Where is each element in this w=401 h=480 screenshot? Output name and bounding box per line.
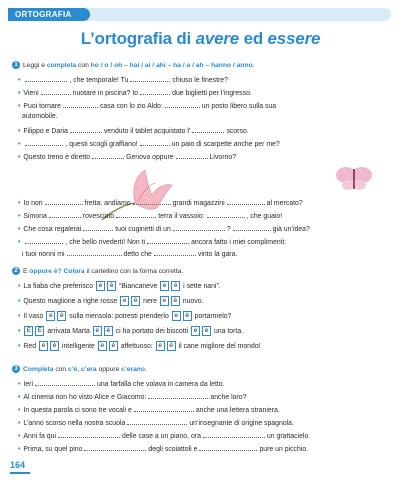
blank[interactable] — [192, 126, 224, 133]
choice-e[interactable]: e — [93, 326, 102, 336]
blank[interactable] — [176, 152, 208, 159]
blank[interactable] — [116, 211, 156, 218]
blank[interactable] — [84, 444, 146, 451]
ex1-line: • Io non fretta: andiamo grandi magazzini al mercato? — [18, 200, 303, 207]
blank[interactable] — [140, 139, 170, 146]
ex3-line: • Prima, su quel pino degli scoiattoli e pure un picchio. — [18, 446, 309, 453]
choice-è[interactable]: è — [57, 311, 66, 321]
exercise-2-instruction: 2 E oppure è? Colora il cartellino con la forma corretta. — [12, 267, 183, 275]
choice-e[interactable]: e — [156, 341, 165, 351]
choice-e[interactable]: e — [96, 281, 105, 291]
exercise-number: 2 — [12, 267, 20, 275]
choice-e[interactable]: e — [98, 341, 107, 351]
ex1-line: • , che temporale! Tu chiuso le finestre? — [18, 77, 228, 84]
ex1-line: • Puoi tornare casa con lo zio Aldo: un posto libero sulla sua — [18, 103, 277, 110]
exercise-number: 3 — [12, 365, 20, 373]
choice-e[interactable]: e — [46, 311, 55, 321]
exercise-1-instruction: 1 Leggi e completa con ho / o / oh – hai / ai / ahi – ha / a / ah – hanno / anno. — [12, 61, 255, 69]
ex2-line: • Il vaso e è sulla mensola: potresti prenderlo e è portarmelo? — [18, 312, 232, 320]
blank[interactable] — [147, 237, 189, 244]
blank[interactable] — [49, 211, 81, 218]
choice-e[interactable]: e — [160, 281, 169, 291]
blank[interactable] — [148, 392, 208, 399]
blank[interactable] — [45, 198, 83, 205]
choice-è[interactable]: è — [183, 311, 192, 321]
blank[interactable] — [41, 88, 71, 95]
blank[interactable] — [227, 198, 265, 205]
ex2-line: • E È arrivata Marta e è ci ha portato dei biscotti e è una torta. — [18, 327, 244, 335]
choice-è[interactable]: è — [171, 281, 180, 291]
page-number: 164 — [10, 460, 26, 470]
section-tab: ORTOGRAFIA — [8, 8, 90, 21]
blank[interactable] — [25, 139, 63, 146]
ex3-line: • Anni fa qui delle case a un piano, ora un grattacielo. — [18, 433, 311, 440]
ex3-line: • Al cinema non ho visto Alice e Giacomo: anche loro? — [18, 394, 247, 401]
ex1-line: • Che cosa regalerai tuoi cuginetti di un ? già un’idea? — [18, 226, 310, 233]
choice-E[interactable]: E — [24, 326, 33, 336]
choice-e[interactable]: e — [172, 311, 181, 321]
choice-è[interactable]: è — [107, 281, 116, 291]
ex3-line: • L’anno scorso nella nostra scuola un’insegnante di origine spagnola. — [18, 420, 294, 427]
choice-è[interactable]: è — [50, 341, 59, 351]
blank[interactable] — [203, 431, 265, 438]
choice-è[interactable]: è — [202, 326, 211, 336]
ex1-line-cont: i tuoi nonni mi detto che vinto la gara. — [22, 251, 238, 258]
ex1-line: • Vieni nuotare in piscina? Io due biglietti per l’ingresso. — [18, 90, 252, 97]
exercise-3-instruction: 3 Completa con c’è, c’era oppure c’erano. — [12, 365, 147, 373]
ex3-line: • In questa parola ci sono tre vocali e anche una lettera straniera. — [18, 407, 280, 414]
blank[interactable] — [130, 75, 170, 82]
blank[interactable] — [25, 75, 67, 82]
ex2-line: • La fiaba che preferisco e è “Biancaneve e è i sette nani”. — [18, 282, 221, 290]
ex1-line: • , che bello rivederti! Non ti ancora fatto i miei complimenti: — [18, 239, 287, 246]
blank[interactable] — [165, 101, 200, 108]
blank[interactable] — [233, 224, 271, 231]
blank[interactable] — [35, 379, 95, 386]
choice-è[interactable]: è — [167, 341, 176, 351]
choice-e[interactable]: e — [191, 326, 200, 336]
ex2-line: • Red e è intelligente e è affettuoso: e è il cane migliore del mondo! — [18, 342, 261, 350]
ex3-line: • Ieri una farfalla che volava in camera da letto. — [18, 381, 225, 388]
ex1-line: • Questo treno è diretto Genova oppure Livorno? — [18, 154, 237, 161]
blank[interactable] — [207, 211, 245, 218]
choice-e[interactable]: e — [120, 296, 129, 306]
page-number-underline — [10, 472, 30, 474]
ex1-line: • Simona rovesciato terra il vassoio: , che guaio! — [18, 213, 283, 220]
blank[interactable] — [127, 418, 187, 425]
blank[interactable] — [199, 444, 257, 451]
blank[interactable] — [92, 152, 124, 159]
choice-e[interactable]: e — [160, 296, 169, 306]
ex1-line-cont: automobile. — [22, 113, 58, 120]
choice-è[interactable]: è — [131, 296, 140, 306]
choice-è[interactable]: è — [171, 296, 180, 306]
blank[interactable] — [154, 249, 196, 256]
page-title: L’ortografia di avere ed essere — [80, 29, 321, 48]
butterfly-illustration — [335, 163, 373, 193]
blank[interactable] — [83, 224, 113, 231]
blank[interactable] — [140, 88, 170, 95]
blank[interactable] — [173, 224, 225, 231]
blank[interactable] — [133, 198, 171, 205]
exercise-number: 1 — [12, 61, 20, 69]
choice-È[interactable]: È — [35, 326, 44, 336]
blank[interactable] — [58, 431, 120, 438]
ex2-line: • Questo maglione a righe rosse e è nere e è nuovo. — [18, 297, 204, 305]
ex1-line: • Filippo e Daria venduto il tablet acquistato l’ scorso. — [18, 128, 249, 135]
blank[interactable] — [25, 237, 63, 244]
ex1-line: • , questi scogli graffiano! un paio di scarpette anche per me? — [18, 141, 280, 148]
choice-e[interactable]: e — [39, 341, 48, 351]
choice-è[interactable]: è — [109, 341, 118, 351]
blank[interactable] — [63, 101, 98, 108]
blank[interactable] — [67, 249, 122, 256]
choice-è[interactable]: è — [104, 326, 113, 336]
blank[interactable] — [70, 126, 102, 133]
blank[interactable] — [134, 405, 194, 412]
